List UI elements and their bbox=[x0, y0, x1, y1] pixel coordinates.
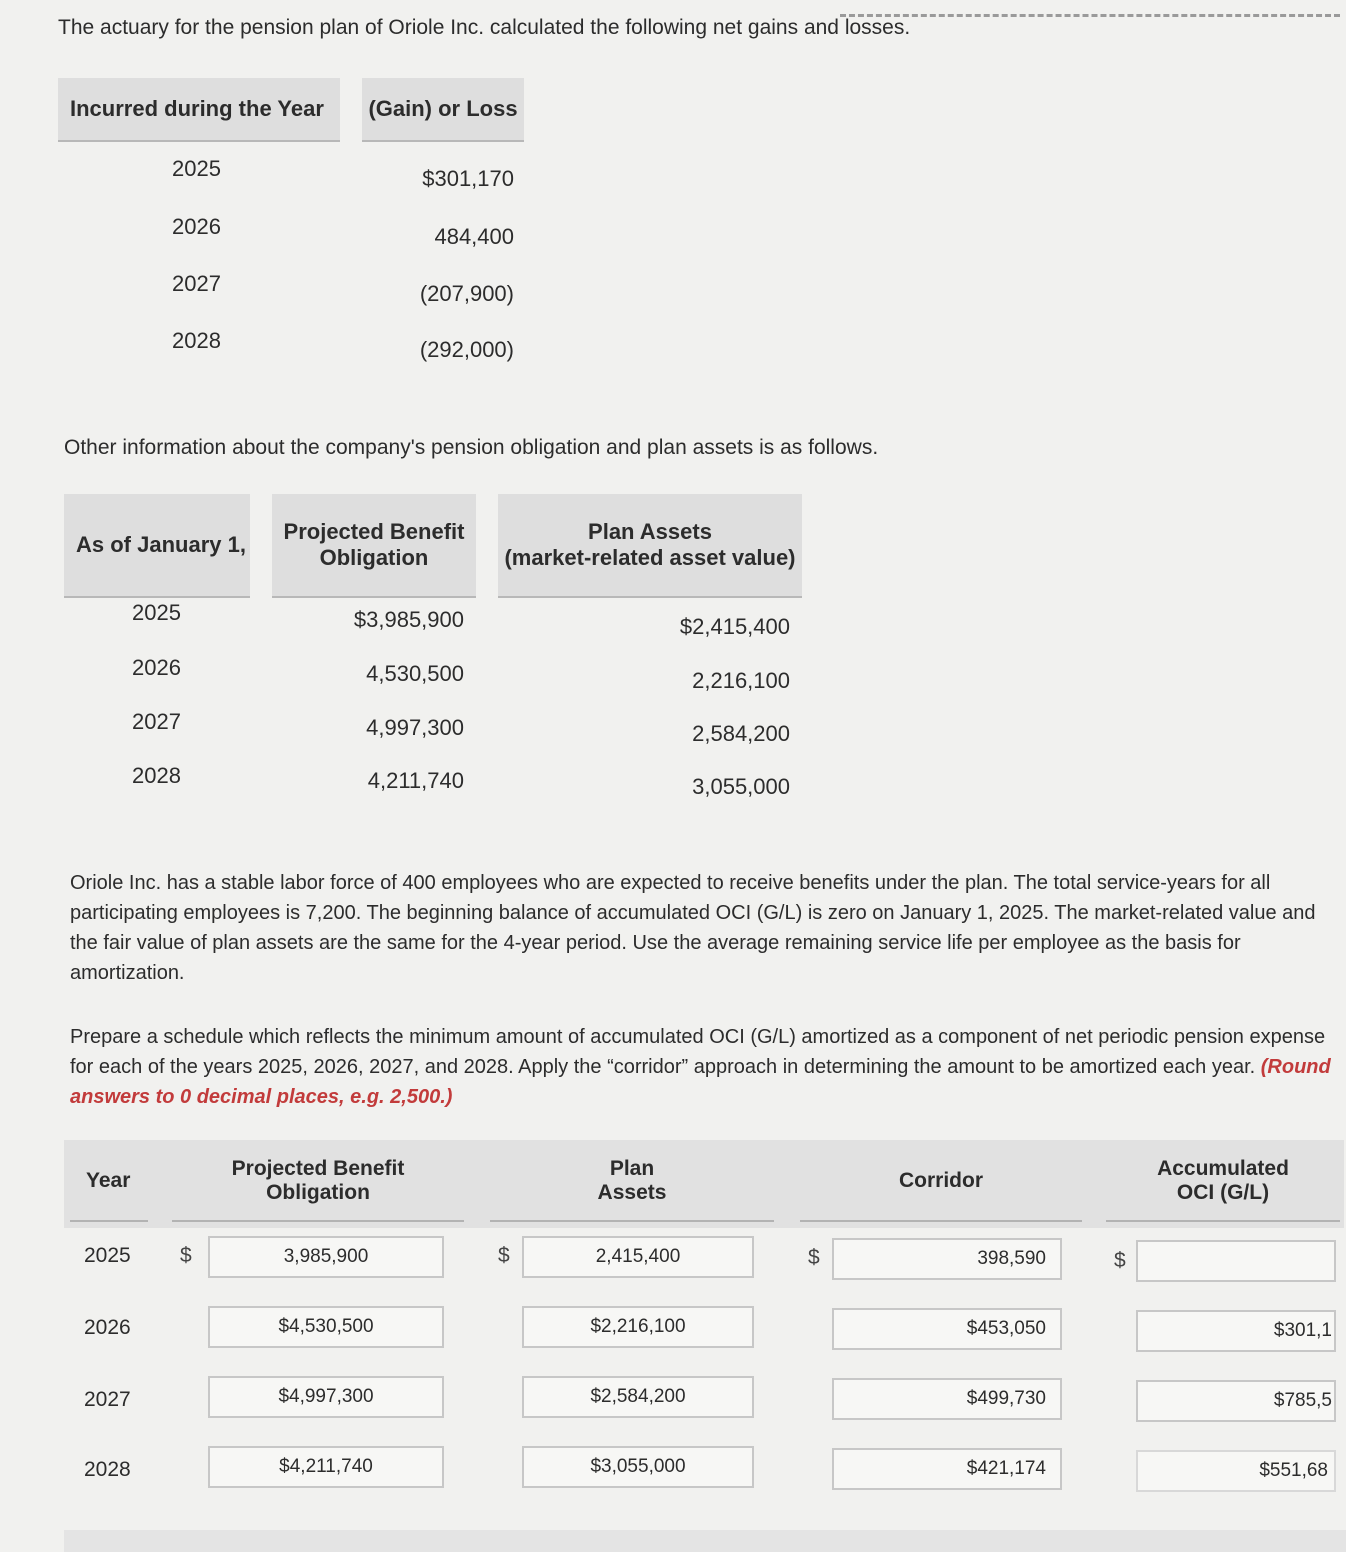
plan-assets-input-2026[interactable]: $2,216,100 bbox=[522, 1306, 754, 1348]
oci-input-2027[interactable]: $785,5 bbox=[1136, 1380, 1336, 1422]
info-pbo-2027: 4,997,300 bbox=[366, 715, 464, 740]
info-year-2028: 2028 bbox=[132, 763, 181, 788]
schedule-header-plan-assets bbox=[490, 1142, 774, 1222]
oci-input-2028[interactable]: $551,68 bbox=[1136, 1450, 1336, 1492]
corridor-input-2026[interactable]: $453,050 bbox=[832, 1308, 1062, 1350]
info-header-pbo bbox=[272, 494, 476, 598]
gains-value-2027: (207,900) bbox=[419, 281, 514, 306]
pbo-input-2026[interactable]: $4,530,500 bbox=[208, 1306, 444, 1348]
corridor-input-2028[interactable]: $421,174 bbox=[832, 1448, 1062, 1490]
oci-input-2025[interactable] bbox=[1136, 1240, 1336, 1282]
corridor-input-2025[interactable]: 398,590 bbox=[832, 1238, 1062, 1280]
info-header-date: As of January 1, bbox=[64, 494, 250, 598]
dollar-sign: $ bbox=[498, 1244, 510, 1267]
schedule-year-2028: 2028 bbox=[84, 1458, 131, 1481]
info-pa-2028: 3,055,000 bbox=[692, 774, 790, 799]
other-info-text: Other information about the company's pension obligation and plan assets is as follows. bbox=[64, 436, 879, 459]
intro-text: The actuary for the pension plan of Oriole Inc. calculated the following net gains and losses. bbox=[58, 16, 911, 39]
info-pbo-2026: 4,530,500 bbox=[366, 661, 464, 686]
gains-year-2027: 2027 bbox=[172, 271, 221, 296]
info-pbo-2028: 4,211,740 bbox=[367, 768, 464, 793]
info-year-2027: 2027 bbox=[132, 709, 181, 734]
schedule-header-pbo-line2: Obligation bbox=[266, 1181, 370, 1204]
schedule-header-pa-line1: Plan bbox=[609, 1157, 655, 1180]
plan-assets-input-2025[interactable]: 2,415,400 bbox=[522, 1236, 754, 1278]
gains-header-value: (Gain) or Loss bbox=[362, 78, 524, 142]
info-pa-2026: 2,216,100 bbox=[692, 668, 790, 693]
gains-year-2028: 2028 bbox=[172, 328, 221, 353]
info-header-pa-line1: Plan Assets bbox=[588, 519, 712, 544]
dollar-sign: $ bbox=[1114, 1249, 1126, 1272]
dollar-sign: $ bbox=[180, 1244, 192, 1267]
schedule-header-oci-line1: Accumulated bbox=[1157, 1157, 1289, 1180]
gains-value-2025: $301,170 bbox=[422, 166, 514, 191]
info-header-pbo-line1: Projected Benefit bbox=[283, 519, 465, 544]
schedule-header-pa-line2: Assets bbox=[597, 1181, 667, 1204]
pbo-input-2025[interactable]: 3,985,900 bbox=[208, 1236, 444, 1278]
gains-header-year: Incurred during the Year bbox=[58, 78, 340, 142]
plan-assets-input-2027[interactable]: $2,584,200 bbox=[522, 1376, 754, 1418]
gains-value-2028: (292,000) bbox=[419, 337, 514, 362]
oci-input-2026[interactable]: $301,1 bbox=[1136, 1310, 1336, 1352]
info-year-2025: 2025 bbox=[132, 600, 181, 625]
schedule-header-oci bbox=[1106, 1142, 1340, 1222]
info-year-2026: 2026 bbox=[132, 655, 181, 680]
plan-assets-input-2028[interactable]: $3,055,000 bbox=[522, 1446, 754, 1488]
info-header-plan-assets bbox=[498, 494, 802, 598]
corridor-input-2027[interactable]: $499,730 bbox=[832, 1378, 1062, 1420]
instructions-main: Prepare a schedule which reflects the minimum amount of accumulated OCI (G/L) amortized as a component of net periodic pension expense for each of the years 2025, 2026, 2027, and 2028. Apply the “corridor” approach in determining the amount to be amortized each year. bbox=[70, 1026, 1326, 1078]
dollar-sign: $ bbox=[808, 1246, 820, 1269]
pbo-input-2027[interactable]: $4,997,300 bbox=[208, 1376, 444, 1418]
info-pa-2027: 2,584,200 bbox=[692, 721, 790, 746]
gains-value-2026: 484,400 bbox=[434, 224, 514, 249]
schedule-year-2026: 2026 bbox=[84, 1316, 131, 1339]
dashed-divider bbox=[840, 14, 1340, 17]
schedule-header-oci-line2: OCI (G/L) bbox=[1176, 1181, 1270, 1204]
instructions bbox=[70, 1022, 1332, 1112]
gains-year-2026: 2026 bbox=[172, 214, 221, 239]
schedule-header-pbo-line1: Projected Benefit bbox=[231, 1157, 405, 1180]
schedule-year-2025: 2025 bbox=[84, 1244, 131, 1267]
schedule-header-pbo bbox=[172, 1142, 464, 1222]
info-pbo-2025: $3,985,900 bbox=[353, 607, 464, 632]
info-header-pbo-line2: Obligation bbox=[319, 545, 429, 570]
info-header-pa-line2: (market-related asset value) bbox=[504, 545, 796, 570]
pbo-input-2028[interactable]: $4,211,740 bbox=[208, 1446, 444, 1488]
schedule-header-corridor: Corridor bbox=[800, 1142, 1082, 1222]
problem-description: Oriole Inc. has a stable labor force of 400 employees who are expected to receive benefits under the plan. The total service-years for all participating employees is 7,200. The beginning balance of accumulated OCI (G/L) is zero on January 1, 2025. The market-related value and the fair value of plan assets are the same for the 4-year period. Use the average remaining service life per employee as the basis for amortization. bbox=[70, 872, 1316, 984]
gains-year-2025: 2025 bbox=[172, 156, 221, 181]
schedule-header-year: Year bbox=[70, 1142, 148, 1222]
schedule-year-2027: 2027 bbox=[84, 1388, 131, 1411]
rounding-note: (Round answers to 0 decimal places, e.g. 2,500.) bbox=[70, 1056, 1331, 1108]
info-pa-2025: $2,415,400 bbox=[679, 614, 790, 639]
bottom-strip bbox=[64, 1530, 1346, 1552]
